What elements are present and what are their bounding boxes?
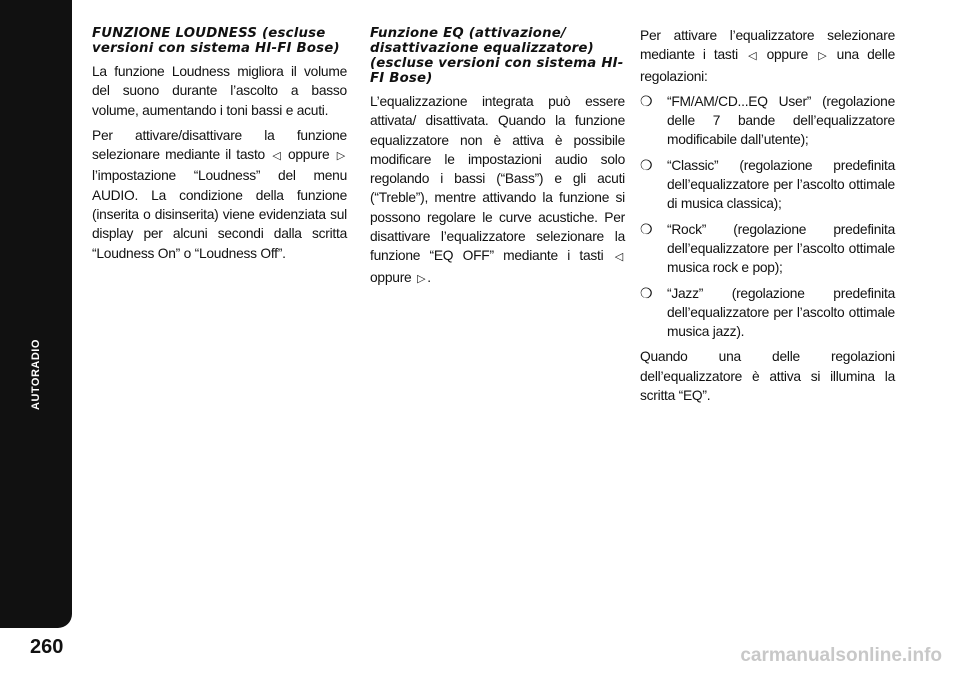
eq-description: L’equalizzazione integrata può essere attivata/ disattivata. Quando la funzione equalizzatore non è attiva è possibile modificare le impostazioni audio solo regolando i bassi (“Bass”) e gli acuti (“Treble”), mentre attivando la funzione si possono regolare le curve acustiche. Per disattivare l’equalizzatore selezionare la funzione “EQ OFF” mediante i tasti ◁ oppure ▷ . <box>370 92 625 289</box>
circle-bullet-icon: ❍ <box>640 284 653 301</box>
column-eq <box>370 26 625 295</box>
column-loudness <box>92 26 347 269</box>
section-label: AUTORADIO <box>30 339 42 410</box>
loudness-instructions: Per attivare/disattivare la funzione selezionare mediante il tasto ◁ oppure ▷ l’impostazione “Loudness” del menu AUDIO. La condizione della funzione (inserita o disinserita) viene evidenziata sul display per alcuni secondi dalla scritta “Loudness On” o “Loudness Off”. <box>92 127 347 261</box>
column-eq-presets <box>640 26 895 411</box>
list-item: ❍ “Jazz” (regolazione predefinita dell’equalizzatore per l’ascolto ottimale musica jazz). <box>640 284 895 340</box>
eq-presets-intro: Per attivare l’equalizzatore selezionare mediante i tasti ◁ oppure ▷ una delle regolazioni: <box>640 28 895 84</box>
list-item: ❍ “Classic” (regolazione predefinita dell’equalizzatore per l’ascolto ottimale di musica classica); <box>640 156 895 212</box>
triangle-right-icon: ▷ <box>336 150 345 163</box>
eq-preset-list <box>640 92 895 342</box>
triangle-left-icon: ◁ <box>748 50 757 63</box>
triangle-right-icon: ▷ <box>417 272 426 285</box>
loudness-heading: FUNZIONE LOUDNESS (escluse versioni con sistema HI-FI Bose) <box>92 26 340 56</box>
eq-heading: Funzione EQ (attivazione/ disattivazione equalizzatore) (escluse versioni con sistema HI-FI Bose) <box>370 26 624 86</box>
triangle-left-icon: ◁ <box>614 251 623 264</box>
triangle-left-icon: ◁ <box>272 150 281 163</box>
circle-bullet-icon: ❍ <box>640 156 653 173</box>
eq-indicator-note: Quando una delle regolazioni dell’equalizzatore è attiva si illumina la scritta “EQ”. <box>640 349 895 404</box>
list-item: ❍ “FM/AM/CD...EQ User” (regolazione delle 7 bande dell’equalizzatore modificabile dall’utente); <box>640 92 895 148</box>
watermark: carmanualsonline.info <box>740 645 942 666</box>
list-item: ❍ “Rock” (regolazione predefinita dell’equalizzatore per l’ascolto ottimale musica rock e pop); <box>640 220 895 276</box>
page-number: 260 <box>30 636 64 658</box>
loudness-description: La funzione Loudness migliora il volume del suono durante l’ascolto a basso volume, aumentando i toni bassi e acuti. <box>92 64 347 118</box>
triangle-right-icon: ▷ <box>818 50 827 63</box>
section-tab <box>0 0 72 628</box>
circle-bullet-icon: ❍ <box>640 92 653 109</box>
circle-bullet-icon: ❍ <box>640 220 653 237</box>
